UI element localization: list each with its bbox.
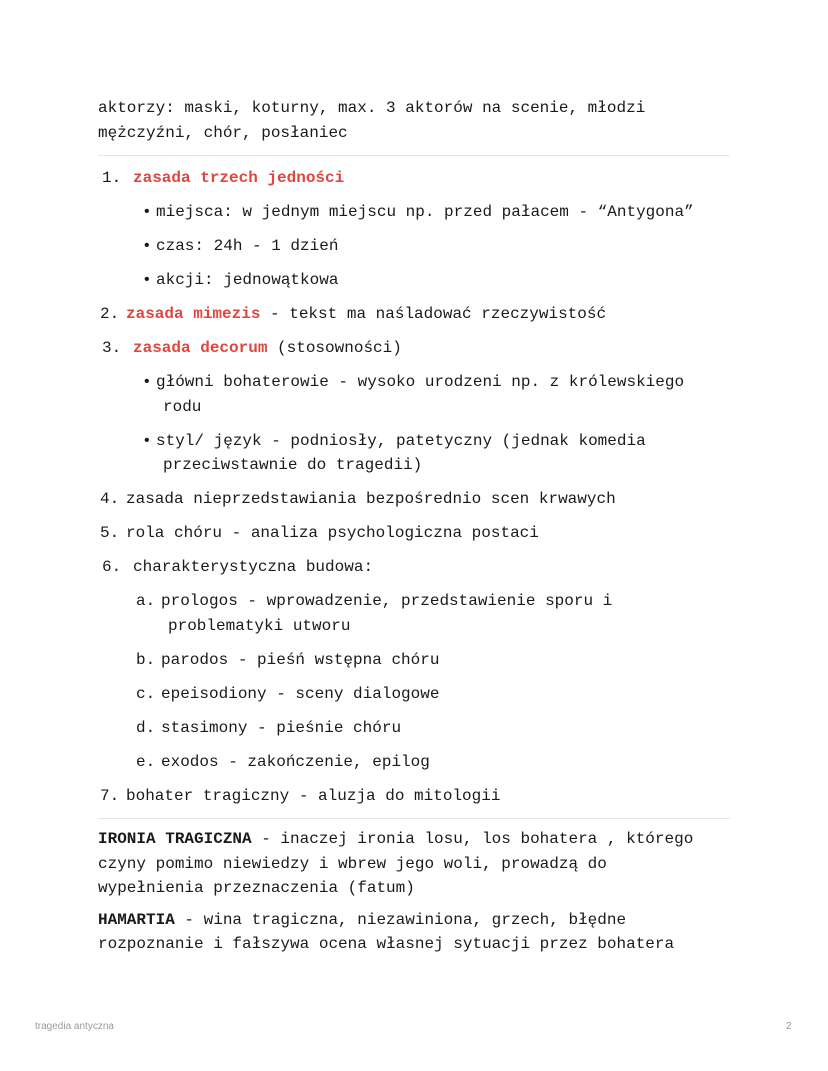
bullet-item bbox=[98, 234, 738, 259]
intro-line-2: mężczyźni, chór, posłaniec bbox=[98, 123, 348, 142]
bullet-dot: • bbox=[144, 431, 150, 449]
list-number: 2. bbox=[100, 305, 120, 323]
list-item-title: zasada decorum bbox=[133, 339, 268, 357]
ironia-line-3: wypełnienia przeznaczenia (fatum) bbox=[98, 879, 415, 897]
bullet-text: czas: 24h - 1 dzień bbox=[156, 237, 339, 255]
sub-item-letter: b. bbox=[136, 650, 156, 669]
bullet-text-continuation: rodu bbox=[163, 397, 202, 416]
sub-item-b bbox=[98, 648, 738, 673]
sub-item-letter: d. bbox=[136, 718, 156, 737]
divider-bottom bbox=[98, 818, 730, 819]
sub-item-text: epeisodiony - sceny dialogowe bbox=[161, 684, 440, 703]
hamartia-term: HAMARTIA bbox=[98, 910, 175, 929]
list-item-4 bbox=[98, 487, 738, 512]
bullet-dot: • bbox=[144, 203, 150, 220]
list-item-6 bbox=[98, 555, 738, 580]
bullet-text: akcji: jednowątkowa bbox=[156, 271, 339, 289]
list-number: 5. bbox=[100, 524, 120, 542]
bullet-item bbox=[98, 370, 738, 419]
ironia-paragraph bbox=[98, 827, 738, 901]
sub-item-letter: a. bbox=[136, 592, 156, 610]
bullet-item bbox=[98, 200, 738, 225]
list-number: 3. bbox=[102, 339, 122, 357]
footer-title: tragedia antyczna bbox=[35, 1021, 114, 1032]
list-item-7 bbox=[98, 784, 738, 809]
hamartia-paragraph bbox=[98, 908, 738, 957]
list-item-text: rola chóru - analiza psychologiczna postaci bbox=[126, 524, 539, 542]
ironia-line-1 bbox=[98, 827, 738, 852]
bullet-dot: • bbox=[144, 237, 150, 254]
list-item-2 bbox=[98, 302, 738, 327]
footer-page-number: 2 bbox=[786, 1021, 792, 1032]
sub-item-text-continuation: problematyki utworu bbox=[168, 616, 351, 635]
sub-item-text: stasimony - pieśnie chóru bbox=[161, 718, 402, 737]
divider-top bbox=[98, 155, 730, 156]
hamartia-line-1 bbox=[98, 908, 738, 933]
ironia-term: IRONIA TRAGICZNA bbox=[98, 830, 252, 848]
sub-item-d bbox=[98, 716, 738, 741]
ironia-text: - inaczej ironia losu, los bohatera , którego bbox=[251, 830, 694, 848]
sub-item-text: parodos - pieśń wstępna chóru bbox=[161, 650, 440, 669]
sub-item-a bbox=[98, 589, 738, 638]
sub-item-text: prologos - wprowadzenie, przedstawienie sporu i bbox=[161, 592, 613, 610]
list-number: 1. bbox=[102, 169, 122, 187]
hamartia-line-2: rozpoznanie i fałszywa ocena własnej sytuacji przez bohatera bbox=[98, 935, 675, 953]
list-number: 4. bbox=[100, 490, 120, 508]
bullet-text: miejsca: w jednym miejscu np. przed pałacem - “Antygona” bbox=[156, 203, 694, 221]
list-item-text: bohater tragiczny - aluzja do mitologii bbox=[126, 786, 501, 805]
intro-line-1: aktorzy: maski, koturny, max. 3 aktorów na scenie, młodzi bbox=[98, 99, 646, 117]
bullet-item bbox=[98, 429, 738, 478]
intro-paragraph bbox=[98, 96, 738, 145]
bullet-dot: • bbox=[144, 271, 150, 288]
list-item-3 bbox=[98, 336, 738, 361]
list-item-text: charakterystyczna budowa: bbox=[133, 558, 374, 576]
bullet-text-continuation: przeciwstawnie do tragedii) bbox=[163, 456, 423, 474]
document-body bbox=[98, 96, 738, 957]
list-item-title: zasada trzech jedności bbox=[133, 169, 345, 187]
sub-item-letter: e. bbox=[136, 752, 156, 771]
sub-item-c bbox=[98, 682, 738, 707]
sub-item-e bbox=[98, 750, 738, 775]
bullet-text: styl/ język - podniosły, patetyczny (jednak komedia bbox=[156, 431, 646, 450]
bullet-item bbox=[98, 268, 738, 293]
list-item-title: zasada mimezis bbox=[126, 305, 261, 323]
list-item-text: (stosowności) bbox=[267, 339, 402, 357]
list-number: 7. bbox=[100, 786, 120, 805]
list-number: 6. bbox=[102, 558, 122, 576]
hamartia-text: - wina tragiczna, niezawiniona, grzech, błędne bbox=[174, 910, 627, 929]
list-item-text: zasada nieprzedstawiania bezpośrednio scen krwawych bbox=[126, 490, 616, 508]
sub-item-text: exodos - zakończenie, epilog bbox=[161, 752, 430, 771]
bullet-text: główni bohaterowie - wysoko urodzeni np. z królewskiego bbox=[156, 373, 685, 391]
list-item-text: - tekst ma naśladować rzeczywistość bbox=[260, 305, 607, 323]
sub-item-letter: c. bbox=[136, 684, 156, 703]
list-item-5 bbox=[98, 521, 738, 546]
ironia-line-2: czyny pomimo niewiedzy i wbrew jego woli, prowadzą do bbox=[98, 854, 607, 873]
list-item-1 bbox=[98, 166, 738, 191]
bullet-dot: • bbox=[144, 373, 150, 390]
